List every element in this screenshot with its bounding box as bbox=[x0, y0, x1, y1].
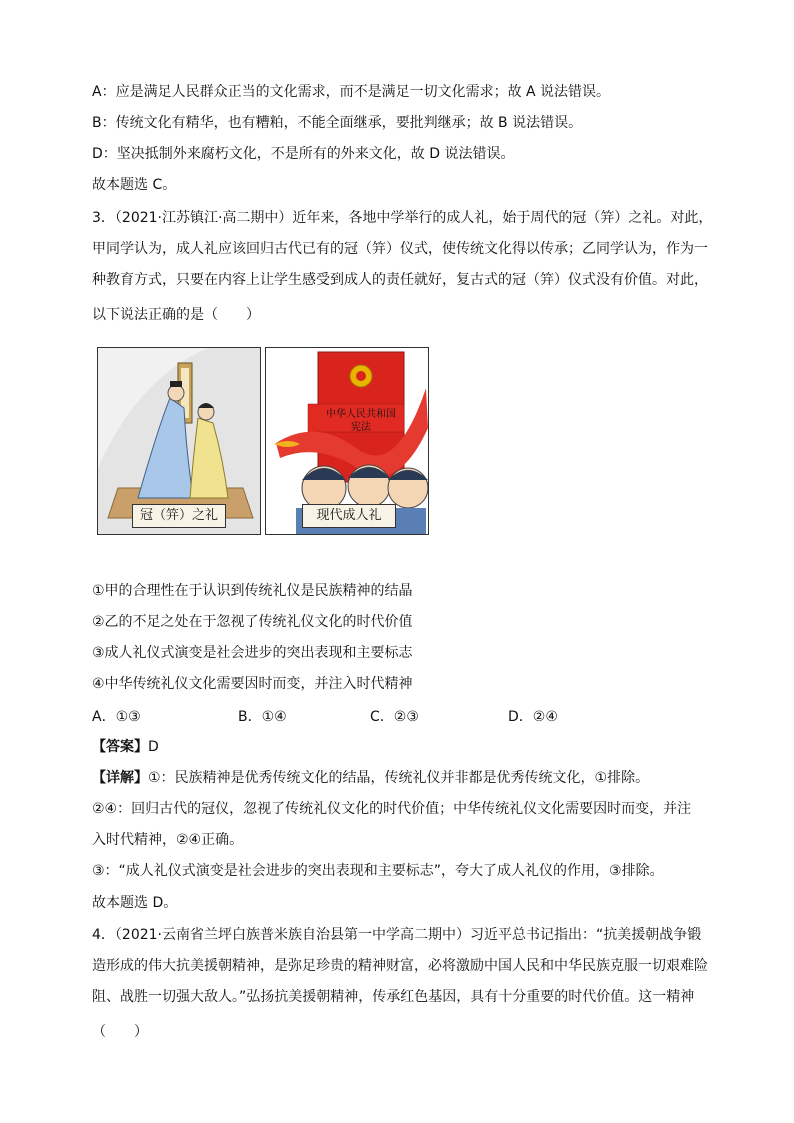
explanation-conclusion: 故本题选 C。 bbox=[92, 177, 177, 193]
analysis-label: 【详解】 bbox=[92, 770, 148, 786]
answer-value: D bbox=[148, 739, 159, 755]
explanation-d: D：坚决抵制外来腐朽文化，不是所有的外来文化，故 D 说法错误。 bbox=[92, 146, 515, 162]
q3-statement-1: ①甲的合理性在于认识到传统礼仪是民族精神的结晶 bbox=[92, 583, 413, 599]
q3-option-b[interactable]: B．①④ bbox=[238, 709, 287, 725]
explanation-b: B：传统文化有精华，也有糟粕，不能全面继承，要批判继承；故 B 说法错误。 bbox=[92, 115, 583, 131]
answer-label: 【答案】 bbox=[92, 739, 148, 755]
right-panel-caption: 现代成人礼 bbox=[302, 504, 396, 528]
left-panel-caption: 冠（笄）之礼 bbox=[132, 504, 226, 528]
q3-analysis-2a: ②④：回归古代的冠仪，忽视了传统礼仪文化的时代价值；中华传统礼仪文化需要因时而变，并注 bbox=[92, 801, 692, 817]
q3-figure bbox=[97, 347, 447, 535]
q3-statement-2: ②乙的不足之处在于忽视了传统礼仪文化的时代价值 bbox=[92, 614, 413, 630]
q3-option-d[interactable]: D．②④ bbox=[508, 709, 558, 725]
q3-stem-line-2: 甲同学认为，成人礼应该回归古代已有的冠（笄）仪式，使传统文化得以传承；乙同学认为，作为一 bbox=[92, 241, 708, 257]
modern-ceremony-illustration bbox=[265, 347, 429, 535]
constitution-book-title bbox=[316, 408, 406, 434]
q3-statement-4: ④中华传统礼仪文化需要因时而变，并注入时代精神 bbox=[92, 676, 413, 692]
constitution-title-line-2: 宪法 bbox=[351, 422, 371, 433]
q3-option-a[interactable]: A．①③ bbox=[92, 709, 141, 725]
ancient-ceremony-illustration bbox=[97, 347, 261, 535]
q3-options bbox=[92, 706, 712, 726]
q3-stem-line-4: 以下说法正确的是（ ） bbox=[92, 307, 260, 323]
q3-answer bbox=[92, 737, 159, 757]
q3-analysis-3: ③：“成人礼仪式演变是社会进步的突出表现和主要标志”，夸大了成人礼仪的作用，③排除。 bbox=[92, 863, 664, 879]
q3-stem-line-3: 种教育方式，只要在内容上让学生感受到成人的责任就好，复古式的冠（笄）仪式没有价值。对此， bbox=[92, 272, 708, 288]
constitution-title-line-1: 中华人民共和国 bbox=[326, 409, 396, 420]
q3-analysis-2b: 入时代精神，②④正确。 bbox=[92, 832, 244, 848]
q3-stem-line-1: 3．（2021·江苏镇江·高二期中）近年来，各地中学举行的成人礼，始于周代的冠（笄）之礼。对此， bbox=[92, 210, 713, 226]
q4-stem-line-4: （ ） bbox=[92, 1024, 148, 1040]
analysis-text-1: ①：民族精神是优秀传统文化的结晶，传统礼仪并非都是优秀传统文化，①排除。 bbox=[148, 770, 650, 786]
q4-stem-line-2: 造形成的伟大抗美援朝精神，是弥足珍贵的精神财富，必将激励中国人民和中华民族克服一切艰难险 bbox=[92, 958, 708, 974]
q4-stem-line-3: 阻、战胜一切强大敌人。”弘扬抗美援朝精神，传承红色基因，具有十分重要的时代价值。这一精神 bbox=[92, 989, 695, 1005]
explanation-a: A：应是满足人民群众正当的文化需求，而不是满足一切文化需求；故 A 说法错误。 bbox=[92, 84, 611, 100]
q3-option-c[interactable]: C．②③ bbox=[370, 709, 419, 725]
q3-statement-3: ③成人礼仪式演变是社会进步的突出表现和主要标志 bbox=[92, 645, 413, 661]
q3-analysis-1 bbox=[92, 768, 649, 788]
q3-conclusion: 故本题选 D。 bbox=[92, 895, 178, 911]
q4-stem-line-1: 4．（2021·云南省兰坪白族普米族自治县第一中学高二期中）习近平总书记指出：“抗美援朝战争锻 bbox=[92, 927, 702, 943]
